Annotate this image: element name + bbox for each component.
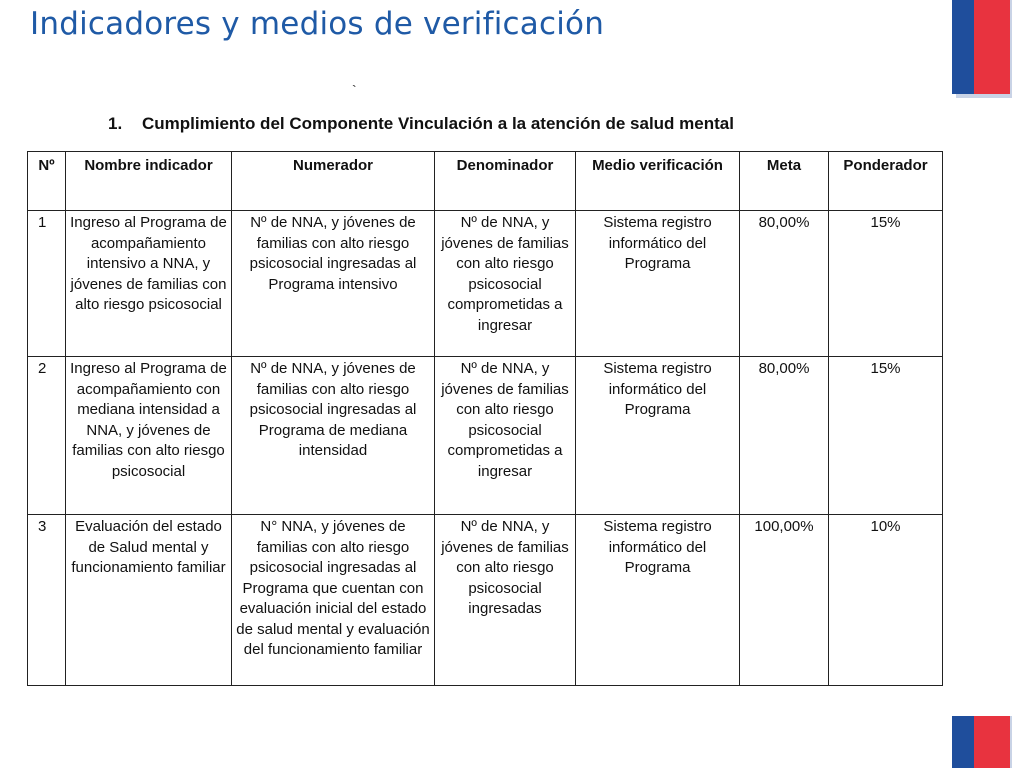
cell-nombre: Evaluación del estado de Salud mental y funcionamiento familiar: [66, 515, 232, 686]
table-row: [28, 515, 943, 686]
cell-ponderador: 15%: [829, 357, 943, 515]
indicators-table: [27, 151, 943, 686]
header-nombre: Nombre indicador: [66, 152, 232, 211]
brand-stripe-red: [974, 716, 1010, 768]
header-denominador: Denominador: [435, 152, 576, 211]
cell-medio: Sistema registro informático del Programa: [576, 357, 740, 515]
cell-medio: Sistema registro informático del Programa: [576, 515, 740, 686]
cell-ponderador: 10%: [829, 515, 943, 686]
brand-stripe-top: [942, 0, 1012, 100]
cell-medio: Sistema registro informático del Programa: [576, 211, 740, 357]
header-n: Nº: [28, 152, 66, 211]
header-numerador: Numerador: [232, 152, 435, 211]
cell-numerador: N° NNA, y jóvenes de familias con alto riesgo psicosocial ingresadas al Programa que cuentan con evaluación inicial del estado de salud mental y evaluación del funcionamiento familiar: [232, 515, 435, 686]
cell-meta: 80,00%: [740, 357, 829, 515]
cell-numerador: Nº de NNA, y jóvenes de familias con alto riesgo psicosocial ingresadas al Programa intensivo: [232, 211, 435, 357]
header-meta: Meta: [740, 152, 829, 211]
cell-denominador: Nº de NNA, y jóvenes de familias con alto riesgo psicosocial comprometidas a ingresar: [435, 211, 576, 357]
cell-meta: 80,00%: [740, 211, 829, 357]
cell-meta: 100,00%: [740, 515, 829, 686]
section-heading: [108, 114, 734, 134]
cell-numerador: Nº de NNA, y jóvenes de familias con alto riesgo psicosocial ingresadas al Programa de mediana intensidad: [232, 357, 435, 515]
stray-tick-mark: `: [352, 82, 357, 98]
section-number: 1.: [108, 114, 123, 133]
brand-stripe-blue: [952, 716, 974, 768]
cell-nombre: Ingreso al Programa de acompañamiento con mediana intensidad a NNA, y jóvenes de familias con alto riesgo psicosocial: [66, 357, 232, 515]
cell-n: 1: [28, 211, 66, 357]
brand-stripe-red: [974, 0, 1010, 94]
brand-stripe-blue: [952, 0, 974, 94]
brand-stripe-bottom: [942, 716, 1012, 768]
header-medio: Medio verificación: [576, 152, 740, 211]
cell-denominador: Nº de NNA, y jóvenes de familias con alto riesgo psicosocial comprometidas a ingresar: [435, 357, 576, 515]
cell-nombre: Ingreso al Programa de acompañamiento intensivo a NNA, y jóvenes de familias con alto riesgo psicosocial: [66, 211, 232, 357]
slide-title: Indicadores y medios de verificación: [30, 6, 605, 42]
cell-denominador: Nº de NNA, y jóvenes de familias con alto riesgo psicosocial ingresadas: [435, 515, 576, 686]
section-heading-text: Cumplimiento del Componente Vinculación a la atención de salud mental: [142, 114, 734, 133]
table-row: [28, 211, 943, 357]
cell-ponderador: 15%: [829, 211, 943, 357]
table-row: [28, 357, 943, 515]
header-ponderador: Ponderador: [829, 152, 943, 211]
table-header-row: [28, 152, 943, 211]
cell-n: 2: [28, 357, 66, 515]
cell-n: 3: [28, 515, 66, 686]
